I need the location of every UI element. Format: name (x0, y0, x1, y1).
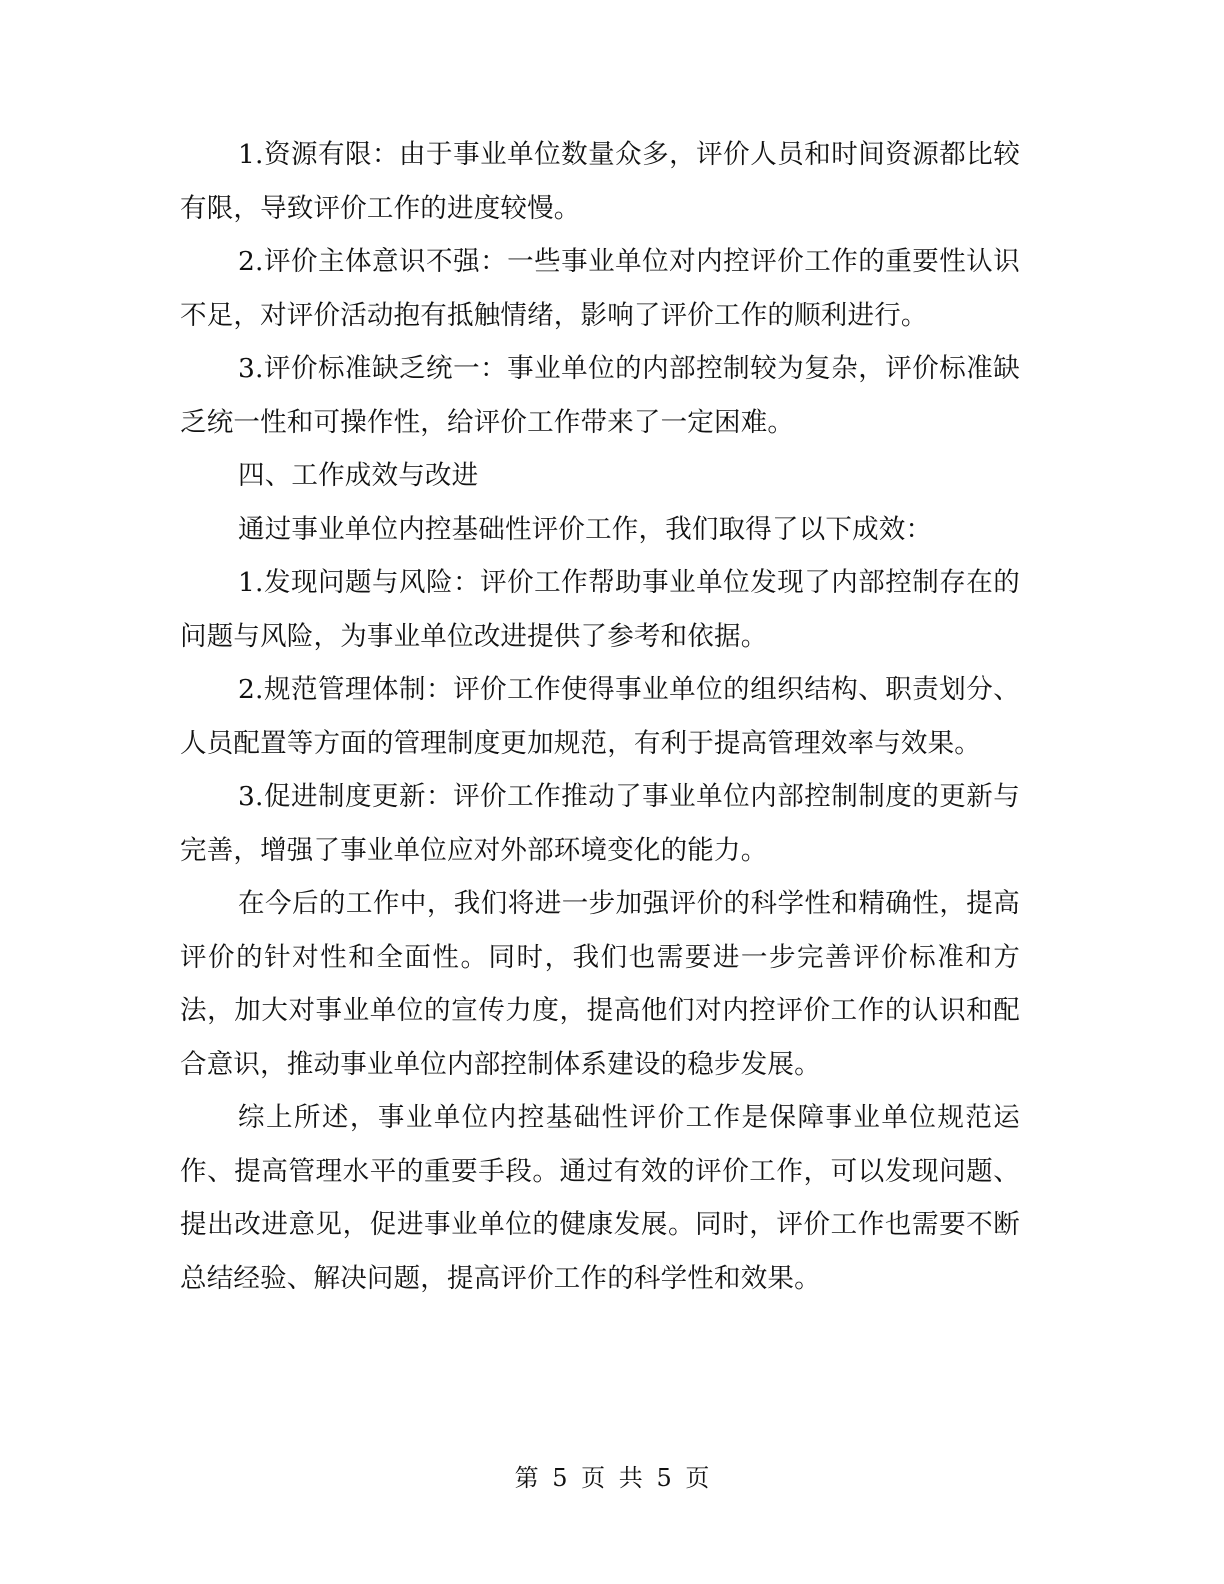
paragraph-conclusion: 综上所述，事业单位内控基础性评价工作是保障事业单位规范运作、提高管理水平的重要手段。通过有效的评价工作，可以发现问题、提出改进意见，促进事业单位的健康发展。同时，评价工作也需要不断总结经验、解决问题，提高评价工作的科学性和效果。 (180, 1102, 1020, 1294)
paragraph-future-work: 在今后的工作中，我们将进一步加强评价的科学性和精确性，提高评价的针对性和全面性。同时，我们也需要进一步完善评价标准和方法，加大对事业单位的宣传力度，提高他们对内控评价工作的认识和配合意识，推动事业单位内部控制体系建设的稳步发展。 (180, 888, 1020, 1080)
paragraph-find-problems: 1.发现问题与风险：评价工作帮助事业单位发现了内部控制存在的问题与风险，为事业单位改进提供了参考和依据。 (180, 567, 1020, 652)
document-body (180, 128, 1020, 1305)
paragraph-standardize-management: 2.规范管理体制：评价工作使得事业单位的组织结构、职责划分、人员配置等方面的管理制度更加规范，有利于提高管理效率与效果。 (180, 674, 1020, 759)
page-number-footer: 第 5 页 共 5 页 (514, 1464, 710, 1492)
paragraph-results-intro: 通过事业单位内控基础性评价工作，我们取得了以下成效： (238, 513, 933, 545)
paragraph-resource-limited: 1.资源有限：由于事业单位数量众多，评价人员和时间资源都比较有限，导致评价工作的进度较慢。 (180, 139, 1020, 224)
paragraph-promote-update: 3.促进制度更新：评价工作推动了事业单位内部控制制度的更新与完善，增强了事业单位应对外部环境变化的能力。 (180, 781, 1020, 866)
paragraph-standards-lacking: 3.评价标准缺乏统一：事业单位的内部控制较为复杂，评价标准缺乏统一性和可操作性，给评价工作带来了一定困难。 (180, 353, 1020, 438)
section-heading-results: 四、工作成效与改进 (238, 460, 479, 491)
paragraph-awareness-weak: 2.评价主体意识不强：一些事业单位对内控评价工作的重要性认识不足，对评价活动抱有抵触情绪，影响了评价工作的顺利进行。 (180, 246, 1020, 331)
